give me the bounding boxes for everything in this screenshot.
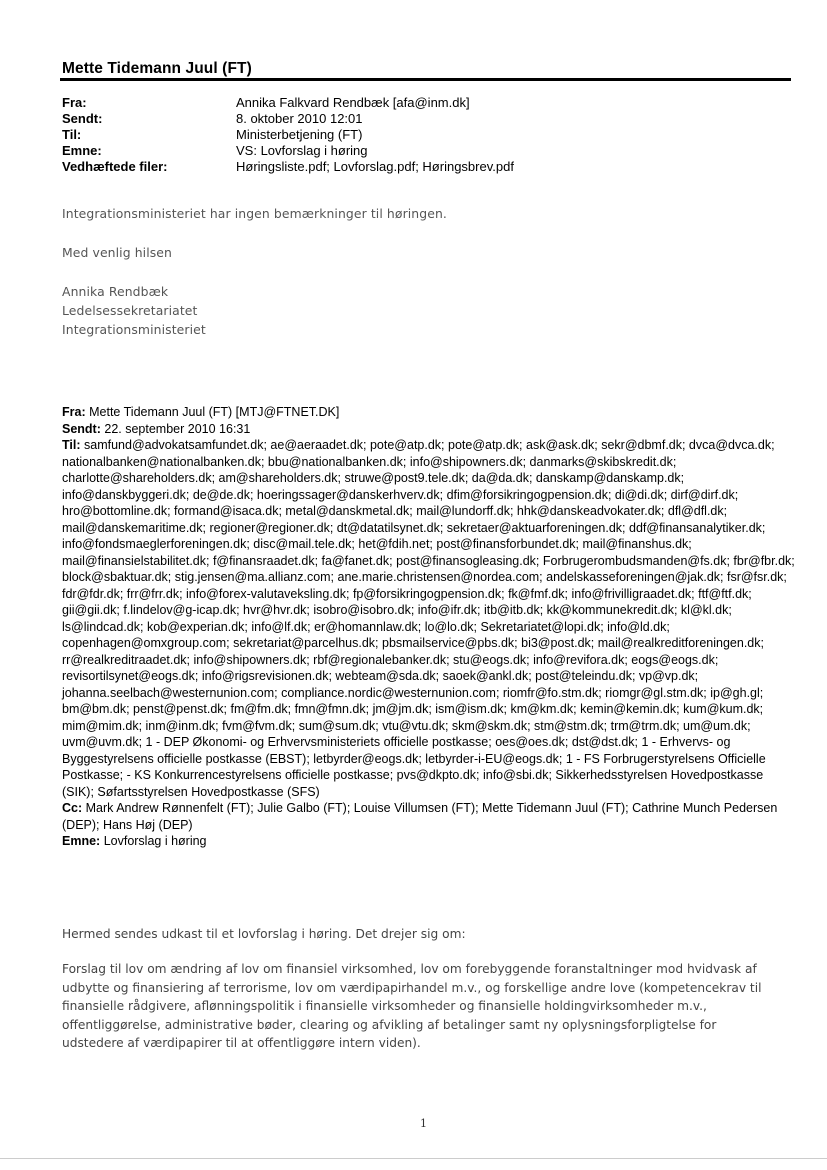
header-attachments-label: Vedhæftede filer: <box>62 159 168 174</box>
header-subject-row <box>62 143 514 159</box>
header-subject-value: VS: Lovforslag i høring <box>236 143 368 158</box>
header-to-value: Ministerbetjening (FT) <box>236 127 363 142</box>
header-sent-label: Sendt: <box>62 111 103 126</box>
forwarded-cc-value: Mark Andrew Rønnenfelt (FT); Julie Galbo (FT); Louise Villumsen (FT); Mette Tidemann Juul (FT); Cathrine Munch Pedersen (DEP); Hans Høj (DEP) <box>62 801 778 832</box>
forwarded-subject-value: Lovforslag i høring <box>103 834 207 848</box>
forwarded-sent <box>62 421 797 438</box>
body-paragraph: Forslag til lov om ændring af lov om finansiel virksomhed, lov om forebyggende foranstaltninger mod hvidvask af udbytte og finansiering af terrorisme, lov om værdipapirhandel m.v., og forskellige andre love (kompetencekrav til finansielle rådgivere, aflønningspolitik i finansielle virksomheder og finansielle holdingvirksomheder m.v., offentliggørelse, administrative bøder, clearing og afvikling af betalinger samt ny oplysningsforpligtelse for udstedere af værdipapirer til at offentliggøre intern viden). <box>62 962 762 1050</box>
bottom-divider <box>0 1158 827 1159</box>
page-title: Mette Tidemann Juul (FT) <box>62 60 252 77</box>
page-number: 1 <box>420 1117 427 1130</box>
forwarded-from <box>62 404 797 421</box>
header-to-row <box>62 127 514 143</box>
forwarded-to-label: Til: <box>62 438 81 452</box>
header-attachments-row <box>62 159 514 175</box>
forwarded-cc-label: Cc: <box>62 801 83 815</box>
header-sent-value: 8. oktober 2010 12:01 <box>236 111 363 126</box>
header-from-row <box>62 95 514 111</box>
forwarded-to-value: samfund@advokatsamfundet.dk; ae@aeraadet.dk; pote@atp.dk; pote@atp.dk; ask@ask.dk; sekr@dbmf.dk; dvca@dvca.dk; nationalbanken@nationalbanken.dk; bbu@nationalbanken.dk; info@shipowners.dk; danmarks@skibskredit.dk; charlotte@shareholders.dk; am@shareholders.dk; struwe@post9.tele.dk; da@da.dk; danskamp@danskamp.dk; info@danskbyggeri.dk; de@de.dk; hoeringssager@danskerhverv.dk; dfim@forsikringogpension.dk; di@di.dk; dirf@dirf.dk; hro@bottomline.dk; formand@isaca.dk; metal@danskmetal.dk; mail@lundorff.dk; hhk@danskeadvokater.dk; dfl@dfl.dk; mail@danskemaritime.dk; regioner@regioner.dk; dt@datatilsynet.dk; sekretaer@aktuarforeningen.dk; ddf@finansanalytiker.dk; info@fondsmaeglerforeningen.dk; disc@mail.tele.dk; het@fdih.net; post@finansforbundet.dk; mail@finanshus.dk; mail@finansielstabilitet.dk; f@finansraadet.dk; fa@fanet.dk; post@finansogleasing.dk; Forbrugerombudsmanden@fs.dk; fbr@fbr.dk; block@sbaktuar.dk; stig.jensen@ma.allianz.com; ane.marie.christensen@nordea.com; andelskasseforeningen@jak.dk; fsr@fsr.dk; fdr@fdr.dk; frr@frr.dk; info@forex-valutaveksling.dk; fp@forsikringogpension.dk; fk@fmf.dk; info@frivilligraadet.dk; ftf@ftf.dk; gii@gii.dk; f.lindelov@g-icap.dk; hvr@hvr.dk; isobro@isobro.dk; info@ifr.dk; itb@itb.dk; kk@kommunekredit.dk; kl@kl.dk; ls@lindcad.dk; kob@experian.dk; info@lf.dk; er@homannlaw.dk; lo@lo.dk; Sekretariatet@lopi.dk; info@ld.dk; copenhagen@omxgroup.com; sekretariat@parcelhus.dk; pbsmailservice@pbs.dk; bi3@post.dk; mail@realkreditforeningen.dk; rr@realkreditraadet.dk; info@shipowners.dk; rbf@regionalebanker.dk; stu@eogs.dk; info@revifora.dk; eogs@eogs.dk; revisortilsynet@eogs.dk; info@rigsrevisionen.dk; webteam@sda.dk; saoek@ankl.dk; post@teleindu.dk; vp@vp.dk; johanna.seelbach@westernunion.com; compliance.nordic@westernunion.com; riomfr@fo.stm.dk; riomgr@gl.stm.dk; ip@gh.gl; bm@bm.dk; penst@penst.dk; fm@fm.dk; fmn@fmn.dk; jm@jm.dk; ism@ism.dk; km@km.dk; kemin@kemin.dk; kum@kum.dk; mim@mim.dk; inm@inm.dk; fvm@fvm.dk; sum@sum.dk; vtu@vtu.dk; skm@skm.dk; stm@stm.dk; trm@trm.dk; um@um.dk; uvm@uvm.dk; 1 - DEP Økonomi- og Erhvervsministeriets officielle postkasse; oes@oes.dk; dst@dst.dk; 1 - Erhvervs- og Byggestyrelsens officielle postkasse (EBST); letbyrder@eogs.dk; letbyrder-i-EU@eogs.dk; 1 - FS Forbrugerstyrelsens Officielle Postkasse; - KS Konkurrencestyrelsens officielle postkasse; pvs@dkpto.dk; info@sbi.dk; Sikkerhedsstyrelsen Hovedpostkasse (SIK); Søfartsstyrelsen Hovedpostkasse (SFS) <box>62 438 795 799</box>
forwarded-from-label: Fra: <box>62 405 86 419</box>
forwarded-cc <box>62 800 797 833</box>
title-divider <box>60 78 791 81</box>
forwarded-sent-label: Sendt: <box>62 421 101 436</box>
forwarded-sent-value: 22. september 2010 16:31 <box>104 421 251 436</box>
header-attachments-value: Høringsliste.pdf; Lovforslag.pdf; Høringsbrev.pdf <box>236 159 514 174</box>
reply-signature <box>62 282 206 339</box>
header-from-value: Annika Falkvard Rendbæk [afa@inm.dk] <box>236 95 470 110</box>
signature-ministry: Integrationsministeriet <box>62 322 206 337</box>
header-subject-label: Emne: <box>62 143 102 158</box>
reply-greeting: Med venlig hilsen <box>62 245 172 260</box>
forwarded-to <box>62 437 797 800</box>
forwarded-subject-label: Emne: <box>62 834 101 848</box>
header-from-label: Fra: <box>62 95 87 110</box>
header-to-label: Til: <box>62 127 82 142</box>
email-header <box>62 95 514 175</box>
body-intro: Hermed sendes udkast til et lovforslag i høring. Det drejer sig om: <box>62 927 466 941</box>
header-sent-row <box>62 111 514 127</box>
forwarded-subject <box>62 833 797 850</box>
reply-text: Integrationsministeriet har ingen bemærkninger til høringen. <box>62 206 447 221</box>
signature-name: Annika Rendbæk <box>62 284 169 299</box>
forwarded-from-value: Mette Tidemann Juul (FT) [MTJ@FTNET.DK] <box>89 405 340 419</box>
forwarded-header <box>62 404 797 850</box>
signature-department: Ledelsessekretariatet <box>62 303 198 318</box>
